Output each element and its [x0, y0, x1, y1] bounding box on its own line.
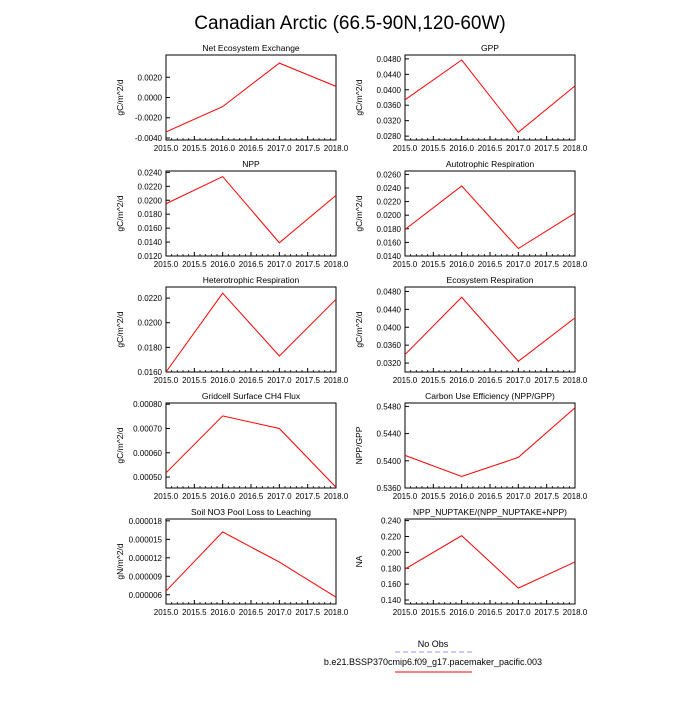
x-tick-label: 2016.5 [477, 376, 503, 385]
y-tick-label: 0.00080 [133, 400, 162, 410]
x-tick-label: 2017.0 [506, 260, 531, 269]
x-tick-label: 2015.0 [153, 376, 179, 385]
y-tick-label: 0.0360 [376, 341, 401, 351]
x-tick-label: 2017.5 [534, 608, 559, 617]
chart-title: Soil NO3 Pool Loss to Leaching [190, 507, 312, 517]
chart-panel [115, 507, 349, 617]
plot-frame [405, 171, 575, 256]
x-tick-label: 2015.5 [182, 492, 207, 501]
x-tick-label: 2017.0 [267, 608, 292, 617]
x-tick-label: 2017.0 [267, 376, 292, 385]
x-tick-label: 2018.0 [323, 492, 349, 501]
y-tick-label: 0.220 [380, 532, 401, 542]
y-tick-label: 0.0200 [137, 318, 162, 328]
chart-panel [115, 43, 349, 153]
x-tick-label: 2015.0 [392, 260, 418, 269]
plot-frame [166, 55, 336, 140]
y-tick-label: 0.0440 [376, 70, 401, 80]
x-tick-label: 2018.0 [562, 376, 588, 385]
y-tick-label: 0.0320 [376, 116, 401, 126]
y-tick-label: 0.200 [380, 548, 401, 558]
y-axis-label: gN/m^2/d [115, 543, 125, 580]
chart-panel [354, 275, 588, 385]
x-tick-label: 2015.5 [421, 144, 446, 153]
x-tick-label: 2016.5 [238, 260, 264, 269]
x-tick-label: 2017.5 [295, 144, 320, 153]
chart-title: Net Ecosystem Exchange [202, 43, 300, 53]
chart-title: Gridcell Surface CH4 Flux [201, 391, 301, 401]
y-tick-label: 0.0200 [376, 211, 401, 221]
panel-grid [115, 43, 588, 617]
x-tick-label: 2017.0 [506, 376, 531, 385]
x-tick-label: 2018.0 [323, 608, 349, 617]
series-line [405, 60, 575, 132]
y-axis-label: gC/m^2/d [115, 79, 125, 116]
legend [324, 639, 542, 672]
y-tick-label: 0.0140 [137, 238, 162, 248]
series-line [166, 293, 336, 372]
y-tick-label: 0.00070 [133, 424, 162, 434]
y-tick-label: 0.5440 [376, 429, 401, 439]
x-tick-label: 2017.0 [506, 608, 531, 617]
chart-panel [115, 159, 349, 269]
y-axis-label: gC/m^2/d [115, 195, 125, 232]
x-tick-label: 2016.5 [238, 144, 264, 153]
y-tick-label: 0.0480 [376, 287, 401, 297]
x-tick-label: 2016.5 [477, 608, 503, 617]
y-tick-label: 0.0180 [376, 224, 401, 234]
x-tick-label: 2016.0 [449, 492, 474, 501]
x-tick-label: 2018.0 [562, 608, 588, 617]
y-tick-label: 0.0220 [137, 294, 162, 304]
x-tick-label: 2016.5 [238, 376, 264, 385]
page-title: Canadian Arctic (66.5-90N,120-60W) [194, 13, 506, 34]
y-tick-label: 0.000009 [128, 572, 162, 582]
x-tick-label: 2018.0 [562, 144, 588, 153]
y-tick-label: 0.5400 [376, 456, 401, 466]
y-tick-label: 0.5480 [376, 402, 401, 412]
x-tick-label: 2018.0 [562, 260, 588, 269]
series-line [166, 63, 336, 132]
chart-title: NPP [242, 159, 260, 169]
y-tick-label: 0.000018 [128, 516, 162, 526]
x-tick-label: 2016.0 [449, 608, 474, 617]
x-tick-label: 2016.0 [449, 260, 474, 269]
series-line [405, 536, 575, 588]
chart-panel [354, 507, 588, 617]
x-tick-label: 2015.0 [392, 376, 418, 385]
y-tick-label: 0.0200 [137, 196, 162, 206]
plot-frame [405, 403, 575, 488]
y-tick-label: 0.0360 [376, 101, 401, 111]
x-tick-label: 2017.0 [506, 492, 531, 501]
y-axis-label: NPP/GPP [354, 426, 364, 465]
x-tick-label: 2017.5 [295, 492, 320, 501]
chart-title: Ecosystem Respiration [446, 275, 534, 285]
y-tick-label: 0.0220 [376, 197, 401, 207]
x-tick-label: 2017.5 [534, 144, 559, 153]
x-tick-label: 2018.0 [562, 492, 588, 501]
x-tick-label: 2017.5 [534, 376, 559, 385]
y-tick-label: -0.0040 [134, 133, 162, 143]
chart-title: NPP_NUPTAKE/(NPP_NUPTAKE+NPP) [413, 507, 567, 517]
x-tick-label: 2015.5 [421, 260, 446, 269]
y-tick-label: 0.0240 [137, 168, 162, 178]
y-tick-label: 0.0180 [137, 210, 162, 220]
y-tick-label: 0.0480 [376, 54, 401, 64]
y-tick-label: 0.0220 [137, 182, 162, 192]
x-tick-label: 2016.0 [210, 492, 235, 501]
chart-panel [115, 275, 349, 385]
x-tick-label: 2015.5 [421, 608, 446, 617]
y-tick-label: 0.140 [380, 596, 401, 606]
x-tick-label: 2016.5 [477, 144, 503, 153]
x-tick-label: 2017.0 [267, 260, 292, 269]
x-tick-label: 2016.0 [449, 144, 474, 153]
x-tick-label: 2016.5 [238, 492, 264, 501]
series-line [405, 186, 575, 249]
y-tick-label: 0.0160 [137, 224, 162, 234]
x-tick-label: 2016.5 [477, 260, 503, 269]
y-tick-label: 0.0180 [137, 343, 162, 353]
series-line [405, 297, 575, 361]
chart-panel [115, 391, 349, 501]
x-tick-label: 2015.5 [421, 492, 446, 501]
series-line [166, 416, 336, 487]
x-tick-label: 2018.0 [323, 260, 349, 269]
plot-frame [405, 55, 575, 140]
y-tick-label: 0.0160 [137, 368, 162, 377]
x-tick-label: 2015.0 [392, 144, 418, 153]
chart-title: Autotrophic Respiration [445, 159, 535, 169]
y-tick-label: 0.5360 [376, 484, 401, 493]
chart-title: GPP [481, 43, 499, 53]
y-tick-label: 0.0280 [376, 132, 401, 142]
plot-frame [166, 403, 336, 488]
y-tick-label: 0.0140 [376, 252, 401, 261]
x-tick-label: 2016.0 [449, 376, 474, 385]
x-tick-label: 2017.5 [534, 260, 559, 269]
x-tick-label: 2017.5 [295, 376, 320, 385]
chart-panel [354, 159, 588, 269]
x-tick-label: 2015.5 [182, 144, 207, 153]
y-tick-label: 0.00060 [133, 448, 162, 458]
chart-title: Carbon Use Efficiency (NPP/GPP) [425, 391, 555, 401]
y-tick-label: 0.0320 [376, 359, 401, 369]
y-tick-label: 0.000012 [128, 553, 162, 563]
x-tick-label: 2016.5 [477, 492, 503, 501]
y-axis-label: gC/m^2/d [354, 195, 364, 232]
legend-obs-label: No Obs [417, 639, 449, 649]
plot-frame [166, 287, 336, 372]
y-tick-label: 0.0020 [137, 73, 162, 83]
y-tick-label: 0.180 [380, 564, 401, 574]
plot-frame [166, 171, 336, 256]
y-tick-label: 0.0240 [376, 184, 401, 193]
y-tick-label: 0.160 [380, 580, 401, 590]
x-tick-label: 2015.0 [392, 608, 418, 617]
series-line [405, 408, 575, 477]
x-tick-label: 2016.0 [210, 608, 235, 617]
chart-title: Heterotrophic Respiration [202, 275, 300, 285]
y-tick-label: 0.0440 [376, 305, 401, 315]
x-tick-label: 2017.0 [506, 144, 531, 153]
x-tick-label: 2015.5 [421, 376, 446, 385]
y-tick-label: 0.0400 [376, 85, 401, 95]
x-tick-label: 2016.0 [210, 260, 235, 269]
x-tick-label: 2015.5 [182, 608, 207, 617]
y-tick-label: 0.0000 [137, 93, 162, 103]
x-tick-label: 2017.0 [267, 144, 292, 153]
legend-model-label: b.e21.BSSP370cmip6.f09_g17.pacemaker_pacific.003 [323, 657, 543, 667]
chart-panel [354, 43, 588, 153]
x-tick-label: 2017.0 [267, 492, 292, 501]
x-tick-label: 2016.0 [210, 144, 235, 153]
x-tick-label: 2015.5 [182, 260, 207, 269]
y-tick-label: 0.0120 [137, 252, 162, 261]
x-tick-label: 2018.0 [323, 376, 349, 385]
x-tick-label: 2017.5 [534, 492, 559, 501]
y-tick-label: 0.0160 [376, 238, 401, 248]
x-tick-label: 2017.5 [295, 608, 320, 617]
y-tick-label: 0.000015 [128, 535, 162, 545]
x-tick-label: 2017.5 [295, 260, 320, 269]
x-tick-label: 2016.0 [210, 376, 235, 385]
x-tick-label: 2016.5 [238, 608, 264, 617]
x-tick-label: 2015.5 [182, 376, 207, 385]
y-axis-label: gC/m^2/d [115, 427, 125, 464]
x-tick-label: 2015.0 [392, 492, 418, 501]
x-tick-label: 2015.0 [153, 260, 179, 269]
y-tick-label: 0.0260 [376, 170, 401, 180]
x-tick-label: 2015.0 [153, 492, 179, 501]
plot-frame [166, 519, 336, 604]
x-tick-label: 2018.0 [323, 144, 349, 153]
chart-panel [354, 391, 588, 501]
series-line [166, 532, 336, 597]
x-tick-label: 2015.0 [153, 144, 179, 153]
y-axis-label: gC/m^2/d [354, 79, 364, 116]
y-tick-label: 0.240 [380, 516, 401, 526]
y-axis-label: NA [354, 555, 364, 568]
y-tick-label: 0.00050 [133, 473, 162, 483]
y-tick-label: 0.0400 [376, 323, 401, 333]
y-axis-label: gC/m^2/d [354, 311, 364, 348]
x-tick-label: 2015.0 [153, 608, 179, 617]
y-tick-label: 0.000006 [128, 590, 162, 600]
series-line [166, 177, 336, 243]
y-axis-label: gC/m^2/d [115, 311, 125, 348]
y-tick-label: -0.0020 [134, 113, 162, 123]
